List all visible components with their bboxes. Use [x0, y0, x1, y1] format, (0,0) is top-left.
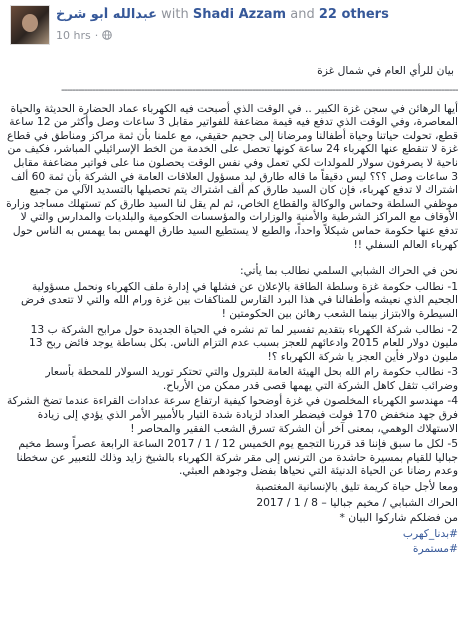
intro-paragraph: أيها الرهائن في سجن غزة الكبير .. في الوقت الذي أصبحت فيه الكهرباء عماد الحضارة الحديثة والحياة المعاصرة، وفي الوقت الذي تدفع فيه قيمة مضاعفة للفواتير مقابل 3 ساعات وصل وأكثر من 12 ساعة قطع، تحولت حياتنا وحياة أطفالنا ومرضانا إلى جحيم حقيقي، مع علمنا بأن ثمة مراكز ومناطق في قطاع غزة لا تنقطع عنها الكهرباء 24 ساعة كونها تحصل على الخدمة من الخط الإسرائيلي المباشر، فكيف من ناحية لا يصرفون سولار للمولدات لكي تعمل وفي نفس الوقت يحصلون منا على فواتير مضاعفة مقابل 3 ساعات وصل ؟؟؟ ليس دقيقاً ما قاله طارق لبد مسؤول العلاقات العامة في الشركة بأن ثمة 60 ألف اشتراك لا تدفع كهرباء، فإن كان السيد طارق كم ألف اشتراك يتم تحصيلها بالتسديد الآلي من جميع موظفي السلطة وحماس والوكالة والقطاع الخاص، ثم لم يقل لنا السيد طارق كم تستهلك مساجد وزارة الأوقاف مع المراكز الشرطية والأمنية والوزارات والمؤسسات الحكومية والبلديات والمدارس والتي لا تدفع عنها حكومة حماس شيكلاً واحداً، والطبع لا يستطيع السيد طارق الهمس بما يهمس به الناس حول كهرباء العالم السفلي !! [6, 101, 458, 251]
globe-icon[interactable] [102, 30, 112, 40]
demand-1: 1- نطالب حكومة غزة وسلطة الطاقة بالإعلان عن فشلها في إدارة ملف الكهرباء ونحمل مسؤولية الجحيم الذي نعيشه وأطفالنا في هذا البرد القارس للمناكفات بين غزة ورام الله والتي لا تتعدى فرض السيطرة والابتزاز بينما الشعب رهائن بين الحكومتين ! [21, 279, 458, 320]
demands-intro: نحن في الحراك الشبابي السلمي نطالب بما يأتي: [240, 264, 458, 278]
avatar-face [22, 14, 38, 32]
closing-line: ومعا لأجل حياة كريمة تليق بالإنسانية المغتصبة [255, 480, 458, 494]
share-request: من فضلكم شاركوا البيان * [339, 511, 458, 525]
others-link[interactable]: 22 others [318, 7, 389, 22]
hashtag-electricity[interactable]: #بدنا_كهرب [402, 526, 458, 540]
hashtag-continuing[interactable]: #مستمرة [412, 542, 458, 556]
with-label: with [161, 7, 189, 22]
demand-2: 2- نطالب شركة الكهرباء بتقديم تفسير لما تم نشره في الحياة الجديدة حول مرابح الشركة ب 13 مليون دولار للعام 2015 وادعائهم للعجز بسبب عدم التزام الناس. بكل بساطة يوجد فائض ربح 13 مليون دولار فأين العجز يا شركة الكهرباء ؟! [29, 322, 458, 363]
post-header [0, 0, 464, 60]
demand-5: 5- لكل ما سبق فإننا قد قررنا التجمع يوم الخميس 12 / 1 / 2017 الساعة الرابعة عصراً وسط مخيم جباليا للقيام بمسيرة حاشدة من الترنس إلى مقر شركة الكهرباء بالشيخ زايد وذلك للتعبير عن سخطنا وعدم رضانا عن الحياة الدنيئة التي نحياها بفضل وجودهم العبثي. [16, 437, 458, 478]
author-avatar[interactable] [10, 5, 50, 45]
signature-line: الحراك الشبابي / مخيم جباليا – 8 / 1 / 2017 [256, 495, 458, 509]
author-name-link[interactable]: عبدالله أبو شرخ [56, 7, 158, 22]
and-label: and [290, 7, 315, 22]
post-title: بيان للرأي العام في شمال غزة [317, 64, 454, 77]
post-timestamp[interactable]: 10 hrs [56, 28, 91, 42]
separator-line: ------------------------------------------------------------------------------------------------------------------------------------------- [60, 83, 458, 96]
demand-3: 3- نطالب حكومة رام الله بحل الهيئة العامة للبترول والتي تحتكر توريد السولار للمحطة بأسعار وضرائب تثقل كاهل الشركة التي يهمها قصى قدر ممكن من الأرباح. [45, 365, 458, 392]
post-meta [56, 27, 112, 43]
author-line [56, 7, 456, 25]
post-body [6, 60, 458, 620]
demand-4: 4- مهندسو الكهرباء المخلصون في غزة أوضحوا كيفية ارتفاع سرعة عدادات القراءة عندما تضخ الشركة فرق جهد منخفض 170 فولت فيضطر العداد لزيادة شدة التيار بالأمبير الأمر الذي يؤدي إلى زيادة الاستهلاك الوهمي، بمعنى آخر أن الشركة تسرق الشعب الفقير والمحاصر ! [6, 394, 458, 435]
meta-separator: · [94, 28, 99, 42]
tagged-user-link[interactable]: Shadi Azzam [192, 7, 287, 22]
